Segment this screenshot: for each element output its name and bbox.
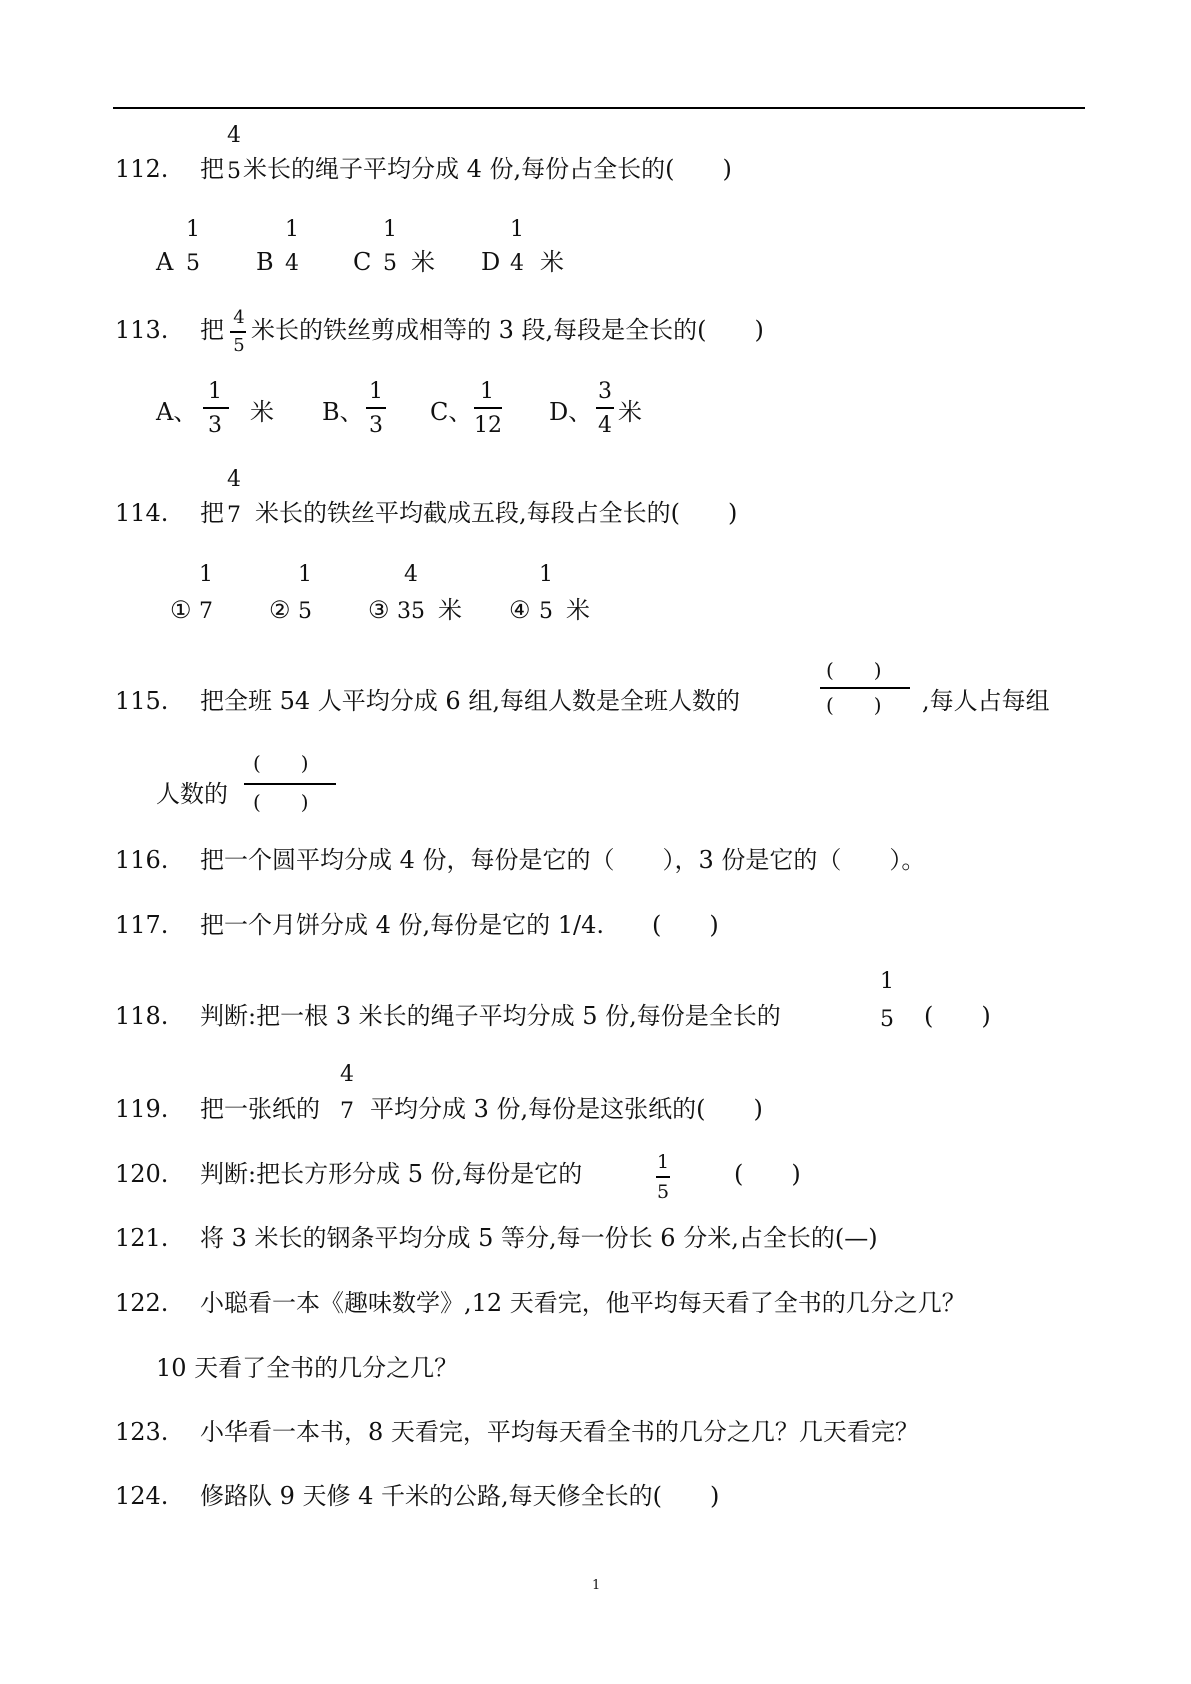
question-number: 117. <box>115 911 169 939</box>
option-unit: 米 <box>618 398 642 426</box>
option-denominator: 4 <box>598 413 612 438</box>
option-denominator: 7 <box>199 599 213 624</box>
fraction-denominator: 5 <box>880 1007 894 1032</box>
fraction-numerator: 4 <box>227 123 241 148</box>
option-denominator: 5 <box>539 599 553 624</box>
fraction-bar <box>230 331 246 333</box>
option-numerator: 1 <box>199 562 213 587</box>
option-denominator: 3 <box>208 413 222 438</box>
question-text: 米长的铁丝平均截成五段,每段占全长的( ) <box>255 499 738 527</box>
fraction-denominator: 7 <box>340 1099 354 1124</box>
option-numerator: 1 <box>539 562 553 587</box>
question-number: 120. <box>115 1160 169 1188</box>
option-numerator: 1 <box>298 562 312 587</box>
blank-denominator: ( ) <box>253 790 309 814</box>
question-text: 小聪看一本《趣味数学》,12 天看完，他平均每天看了全书的几分之几？ <box>200 1289 966 1317</box>
fraction-numerator: 4 <box>233 307 245 328</box>
fraction-bar <box>203 407 229 409</box>
blank-numerator: ( ) <box>253 751 309 775</box>
option-denominator: 35 <box>397 599 425 624</box>
fraction-numerator: 1 <box>880 969 894 994</box>
option-denominator: 12 <box>474 413 502 438</box>
fraction-numerator: 4 <box>340 1062 354 1087</box>
option-denominator: 5 <box>186 251 200 276</box>
fraction-bar <box>474 407 502 409</box>
fraction-denominator: 5 <box>233 335 245 356</box>
option-numerator: 1 <box>186 217 200 242</box>
fraction-denominator: 5 <box>227 159 241 184</box>
fraction-bar <box>596 407 614 409</box>
question-text: 把 <box>200 155 224 183</box>
question-number: 116. <box>115 846 169 874</box>
option-label: A、 <box>156 398 198 426</box>
fraction-bar <box>820 687 910 689</box>
option-label: ① <box>170 596 192 624</box>
option-unit: 米 <box>250 398 274 426</box>
question-text: 把 <box>200 499 224 527</box>
option-label: B、 <box>322 398 364 426</box>
blank-numerator: ( ) <box>826 658 882 682</box>
question-number: 114. <box>115 499 169 527</box>
option-label: ② <box>269 596 291 624</box>
option-denominator: 4 <box>285 251 299 276</box>
fraction-bar <box>366 407 386 409</box>
question-text-continued: 10 天看了全书的几分之几？ <box>156 1354 459 1382</box>
option-numerator: 1 <box>480 379 494 404</box>
option-label: D、 <box>549 398 593 426</box>
question-text: 平均分成 3 份,每份是这张纸的( ) <box>370 1095 763 1123</box>
option-label: D <box>481 248 501 276</box>
question-number: 118. <box>115 1002 169 1030</box>
question-text: 判断:把一根 3 米长的绳子平均分成 5 份,每份是全长的 <box>200 1002 781 1030</box>
question-text: 把全班 54 人平均分成 6 组,每组人数是全班人数的 <box>200 687 740 715</box>
question-text: 将 3 米长的钢条平均分成 5 等分,每一份长 6 分米,占全长的(—) <box>200 1224 878 1252</box>
option-numerator: 1 <box>285 217 299 242</box>
answer-blank: ( ) <box>734 1160 801 1188</box>
option-numerator: 3 <box>598 379 612 404</box>
option-label: C <box>353 248 372 276</box>
option-unit: 米 <box>411 248 435 276</box>
option-denominator: 5 <box>383 251 397 276</box>
question-text: ,每人占每组 <box>922 687 1050 715</box>
option-label: C、 <box>430 398 473 426</box>
blank-denominator: ( ) <box>826 693 882 717</box>
option-numerator: 4 <box>404 562 418 587</box>
option-label: A <box>156 248 174 276</box>
question-text: 把 <box>200 316 224 344</box>
question-number: 122. <box>115 1289 169 1317</box>
question-text: 把一个月饼分成 4 份,每份是它的 1/4. ( ) <box>200 911 719 939</box>
fraction-numerator: 4 <box>227 467 241 492</box>
question-text: 米长的铁丝剪成相等的 3 段,每段是全长的( ) <box>251 316 764 344</box>
page-number: 1 <box>592 1578 601 1593</box>
option-label: ③ <box>368 596 390 624</box>
option-label: B <box>256 248 274 276</box>
question-text: 人数的 <box>156 780 228 808</box>
question-text: 米长的绳子平均分成 4 份,每份占全长的( ) <box>243 155 732 183</box>
option-numerator: 1 <box>369 379 383 404</box>
option-denominator: 4 <box>510 251 524 276</box>
question-number: 113. <box>115 316 169 344</box>
question-number: 112. <box>115 155 169 183</box>
fraction-bar <box>244 783 336 785</box>
question-text: 修路队 9 天修 4 千米的公路,每天修全长的( ) <box>200 1482 720 1510</box>
fraction-denominator: 7 <box>227 503 241 528</box>
option-label: ④ <box>509 596 531 624</box>
question-text: 把一个圆平均分成 4 份，每份是它的（ ），3 份是它的（ ）。 <box>200 846 926 874</box>
option-numerator: 1 <box>510 217 524 242</box>
question-number: 115. <box>115 687 169 715</box>
question-number: 119. <box>115 1095 169 1123</box>
option-unit: 米 <box>438 596 462 624</box>
option-denominator: 5 <box>298 599 312 624</box>
fraction-denominator: 5 <box>656 1181 670 1203</box>
question-text: 小华看一本书，8 天看完，平均每天看全书的几分之几？几天看完？ <box>200 1418 919 1446</box>
option-denominator: 3 <box>369 413 383 438</box>
header-rule <box>113 107 1085 109</box>
question-number: 121. <box>115 1224 169 1252</box>
option-unit: 米 <box>566 596 590 624</box>
question-number: 123. <box>115 1418 169 1446</box>
option-numerator: 1 <box>383 217 397 242</box>
question-text: 判断:把长方形分成 5 份,每份是它的 <box>200 1160 583 1188</box>
question-text: 把一张纸的 <box>200 1095 320 1123</box>
option-numerator: 1 <box>208 379 222 404</box>
fraction-numerator: 1 <box>656 1151 670 1173</box>
fraction-bar <box>656 1176 670 1178</box>
answer-blank: ( ) <box>924 1002 991 1030</box>
question-number: 124. <box>115 1482 169 1510</box>
option-unit: 米 <box>540 248 564 276</box>
